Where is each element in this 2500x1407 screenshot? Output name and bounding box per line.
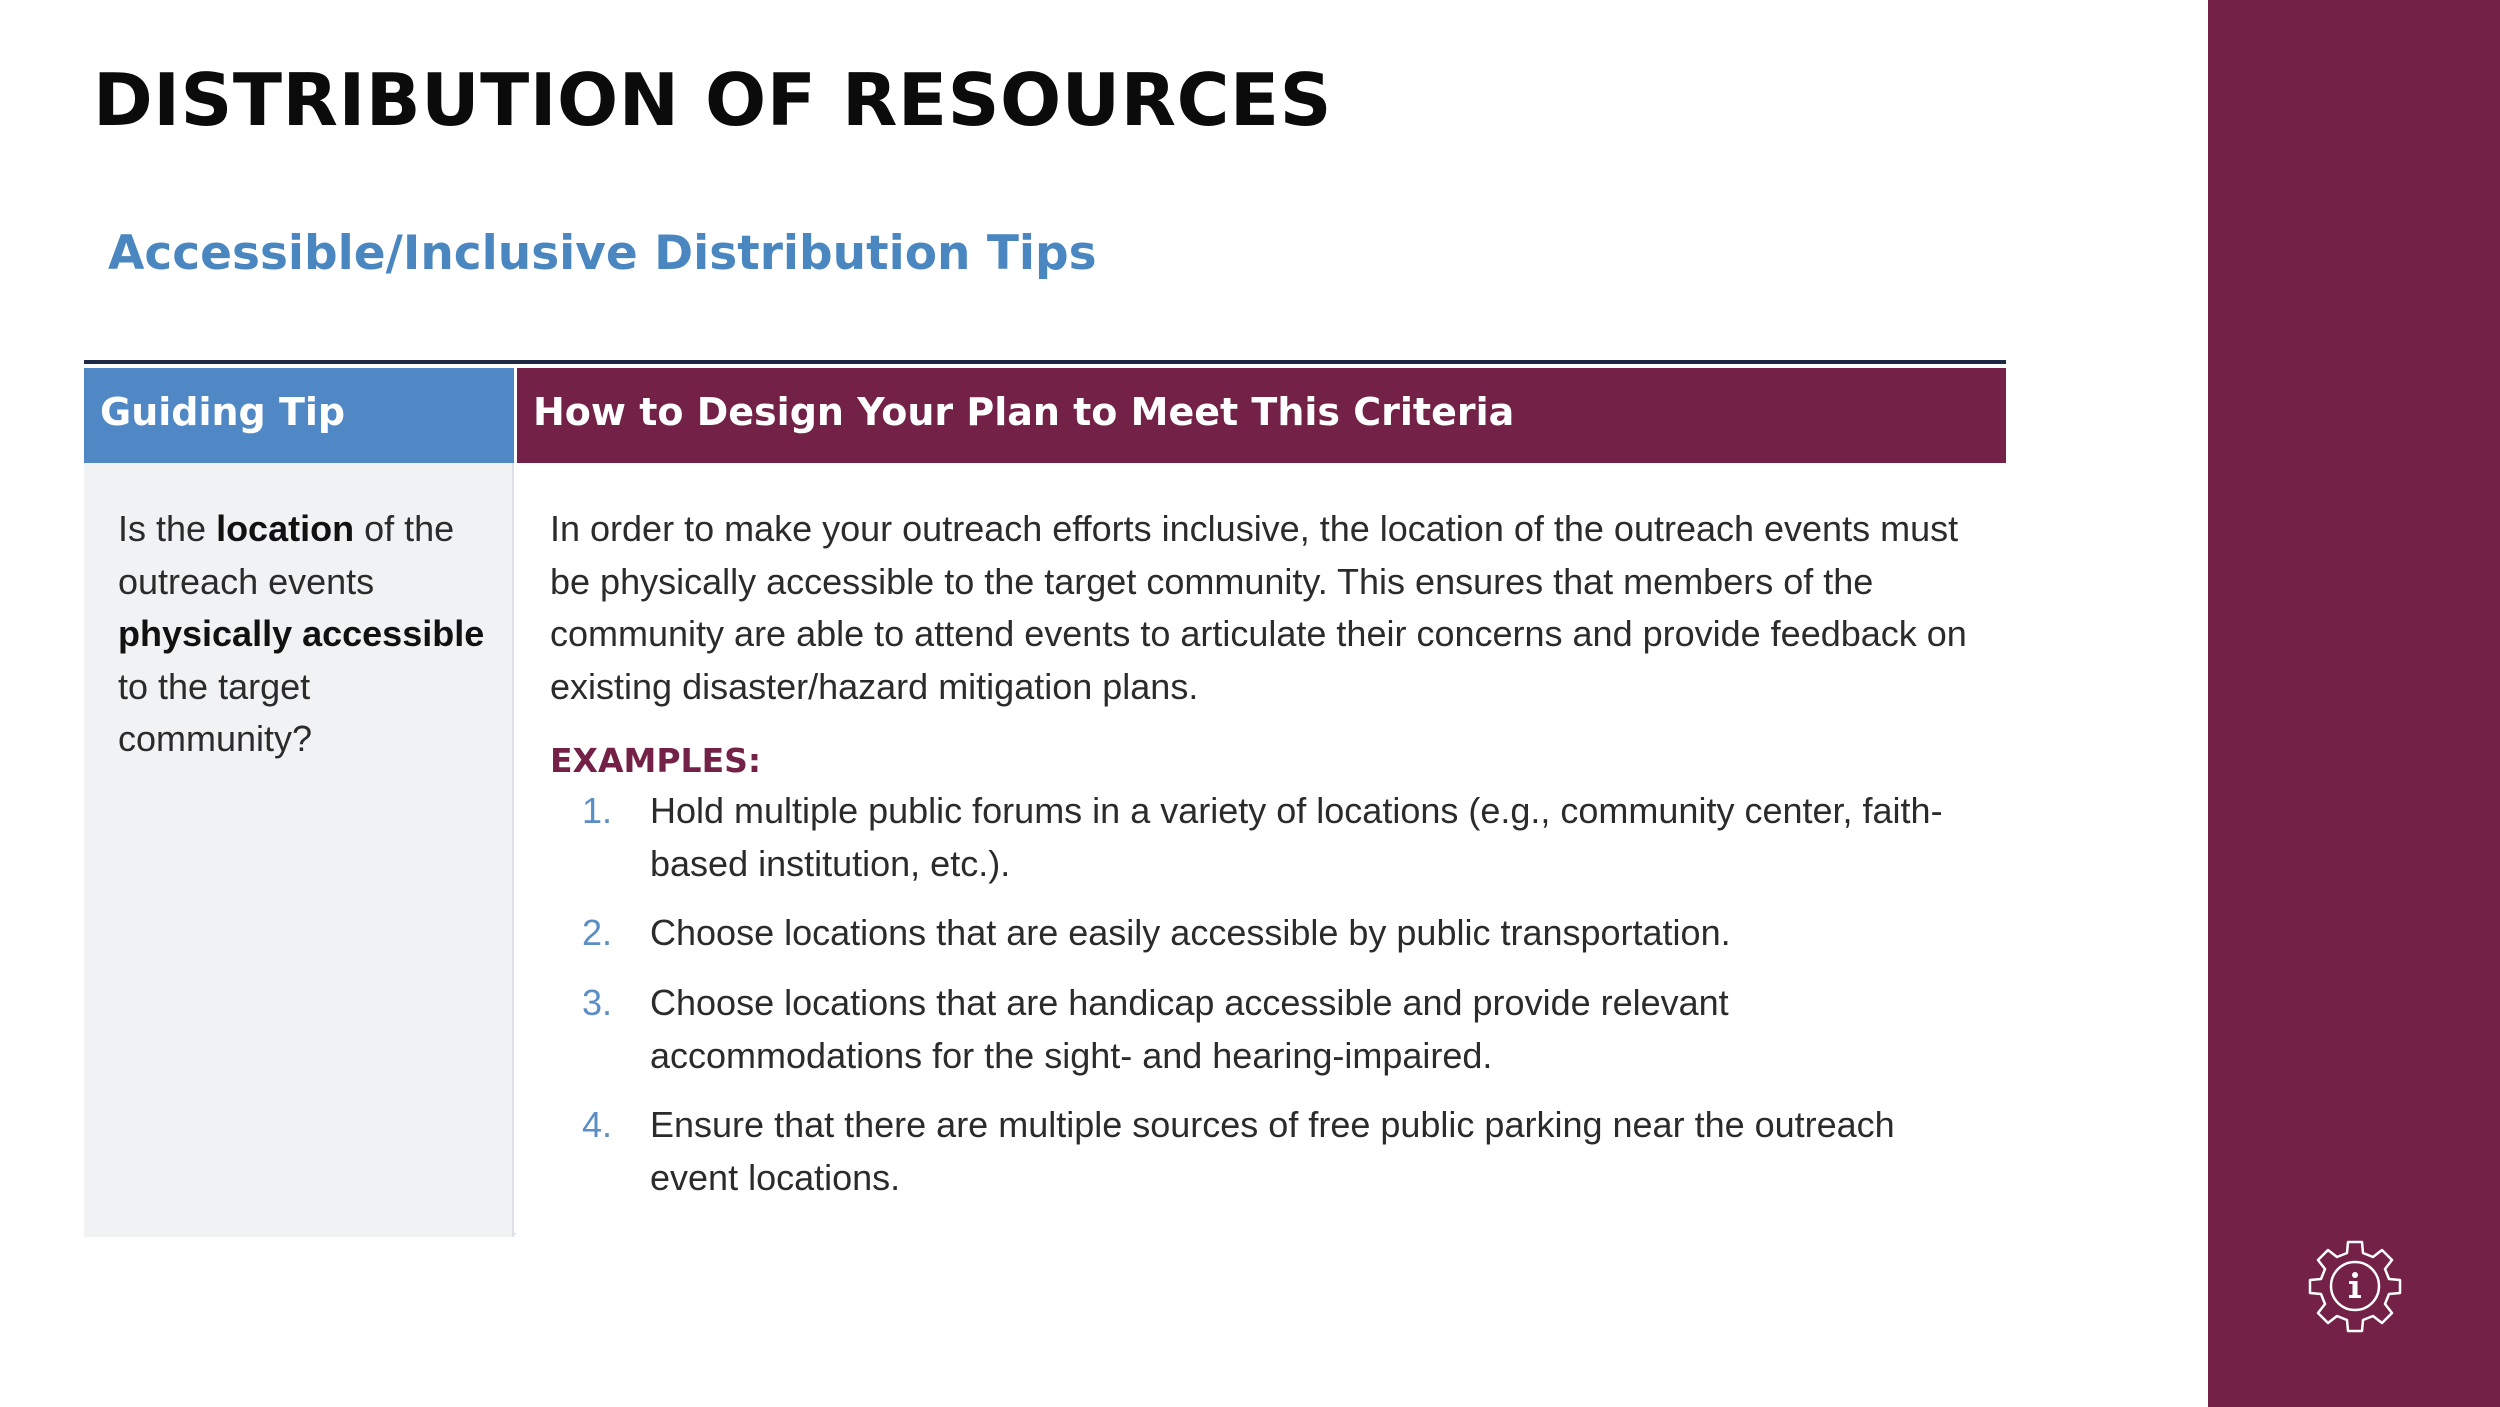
guiding-tip-cell	[84, 463, 514, 1237]
examples-label: EXAMPLES:	[550, 741, 762, 780]
example-text: Choose locations that are easily accessible by public transportation.	[650, 912, 1731, 953]
example-number: 2.	[582, 912, 613, 953]
example-number: 4.	[582, 1104, 613, 1145]
example-number: 1.	[582, 790, 613, 831]
example-text: Ensure that there are multiple sources of free public parking near the outreach event locations.	[650, 1104, 1895, 1198]
side-accent-panel	[2208, 0, 2500, 1407]
tip-text-5: to the target community?	[118, 665, 313, 759]
description-paragraph: In order to make your outreach efforts inclusive, the location of the outreach events must be physically accessible to the target community. This ensures that members of the community are able to attend events to articulate their concerns and provide feedback on existing disaster/hazard mitigation plans.	[550, 508, 1967, 707]
tip-text-location: location	[216, 508, 355, 549]
tip-text-accessible: physically accessible	[118, 613, 485, 654]
section-subtitle: Accessible/Inclusive Distribution Tips	[108, 226, 1097, 281]
tips-table	[84, 360, 2006, 1235]
tip-text-1: Is the	[118, 508, 217, 549]
tip-text-3: of the outreach events	[118, 508, 455, 602]
gear-info-icon	[2305, 1236, 2405, 1336]
header-guiding-tip: Guiding Tip	[84, 368, 514, 463]
example-text: Choose locations that are handicap accessible and provide relevant accommodations for the sight- and hearing-impaired.	[650, 982, 1729, 1076]
design-plan-cell	[516, 463, 2006, 1237]
example-number: 3.	[582, 982, 613, 1023]
page-title: DISTRIBUTION OF RESOURCES	[93, 58, 1332, 142]
example-text: Hold multiple public forums in a variety of locations (e.g., community center, faith-based institution, etc.).	[650, 790, 1943, 884]
header-how-to-design: How to Design Your Plan to Meet This Criteria	[514, 368, 2006, 463]
guiding-tip-text	[118, 503, 508, 766]
